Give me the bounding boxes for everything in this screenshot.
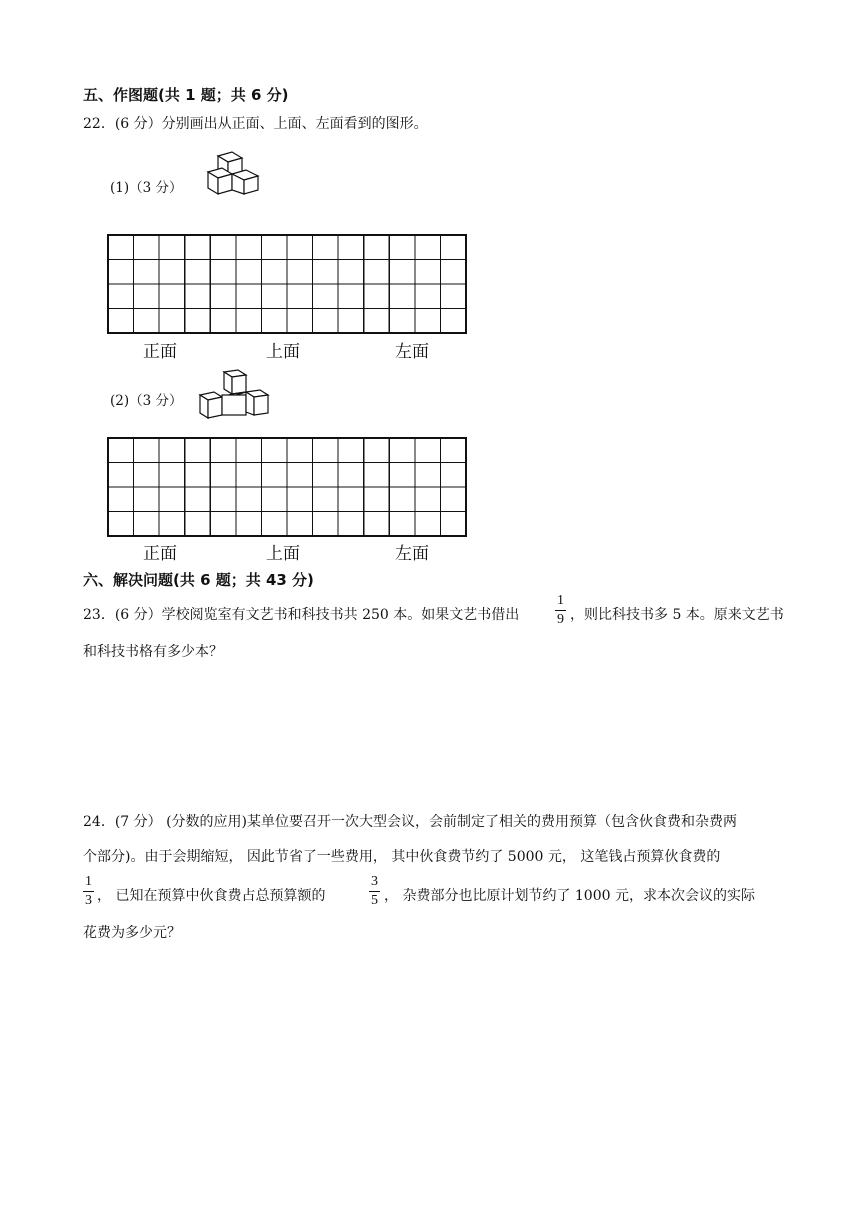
grid1-label-front: 正面 <box>143 342 177 362</box>
question-24-line3-part2: ， 杂费部分也比原计划节约了 1000 元，求本次会议的实际 <box>384 888 755 904</box>
q22-part2-label: (2)（3 分） <box>110 393 183 409</box>
q24-fraction-2-bar <box>369 891 380 892</box>
grid2-label-front: 正面 <box>143 544 177 564</box>
q22-part2-drawing-grid[interactable] <box>107 437 467 537</box>
grid2-label-top: 上面 <box>266 544 300 564</box>
section-5-heading: 五、作图题(共 1 题；共 6 分) <box>83 86 289 104</box>
section-6-heading: 六、解决问题(共 6 题；共 43 分) <box>83 571 314 589</box>
q22-part1-label: (1)（3 分） <box>110 180 183 196</box>
question-24-line4: 花费为多少元？ <box>83 925 181 941</box>
q23-fraction-numerator: 1 <box>557 593 564 608</box>
grid1-label-left: 左面 <box>395 342 429 362</box>
grid2-label-left: 左面 <box>395 544 429 564</box>
q24-fraction-2-denominator: 5 <box>371 893 378 908</box>
q23-fraction-denominator: 9 <box>557 612 564 627</box>
q24-fraction-1-bar <box>83 891 94 892</box>
q23-fraction <box>555 593 566 628</box>
grid1-label-top: 上面 <box>266 342 300 362</box>
q24-fraction-1-numerator: 1 <box>85 874 92 889</box>
question-22-text: 22．(6 分）分别画出从正面、上面、左面看到的图形。 <box>83 116 428 132</box>
q22-part1-drawing-grid[interactable] <box>107 234 467 334</box>
question-24-line1: 24．(7 分） (分数的应用)某单位要召开一次大型会议，会前制定了相关的费用预算（包含伙食费和杂费两 <box>83 814 738 830</box>
q22-part1-cube-figure <box>202 150 268 206</box>
q24-fraction-1-denominator: 3 <box>85 893 92 908</box>
q24-fraction-2 <box>369 874 380 909</box>
question-24-line2: 个部分)。由于会期缩短， 因此节省了一些费用， 其中伙食费节约了 5000 元， 这笔钱占预算伙食费的 <box>83 849 721 865</box>
q22-part2-cube-figure <box>196 368 276 422</box>
question-23-line1-part1: 23．(6 分）学校阅览室有文艺书和科技书共 250 本。如果文艺书借出 <box>83 607 520 623</box>
q24-fraction-2-numerator: 3 <box>371 874 378 889</box>
q24-fraction-1 <box>83 874 94 909</box>
question-23-line2: 和科技书格有多少本？ <box>83 644 223 660</box>
question-24-line3-part1: ， 已知在预算中伙食费占总预算额的 <box>97 888 326 904</box>
q23-fraction-bar <box>555 610 566 611</box>
question-23-line1-part2: ，则比科技书多 5 本。原来文艺书 <box>570 607 784 623</box>
